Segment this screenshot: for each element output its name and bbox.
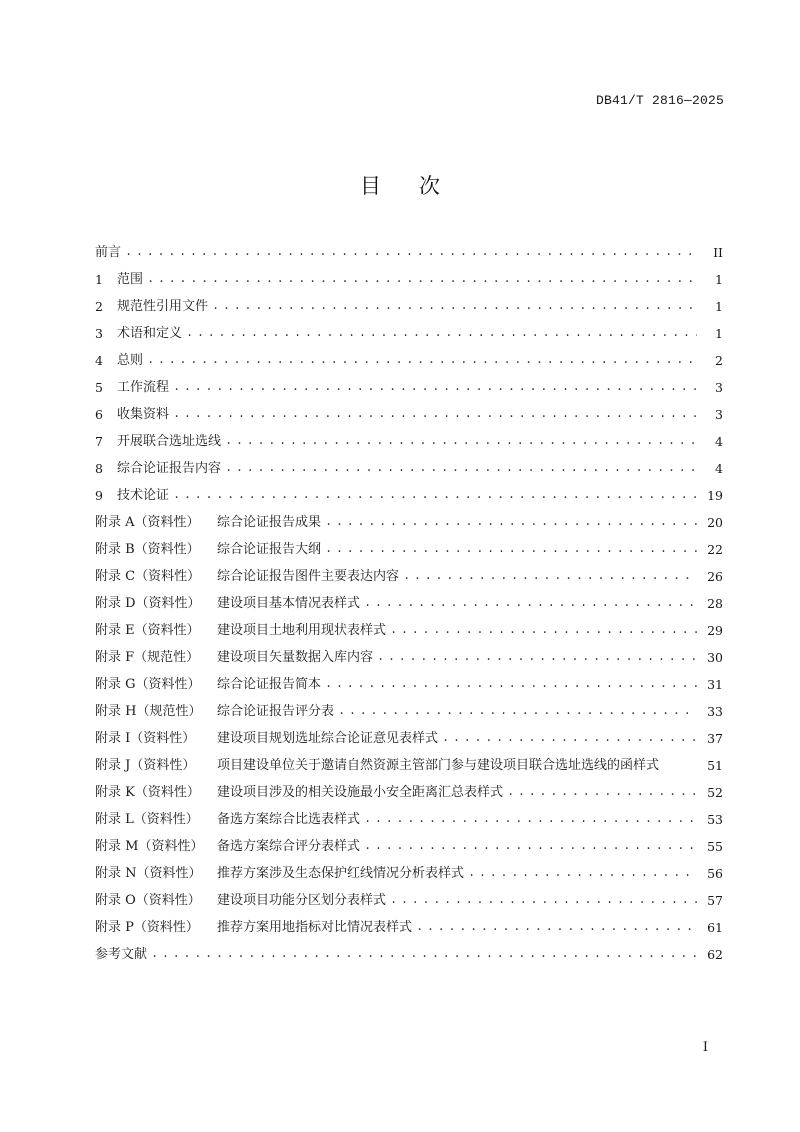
toc-entry-foreword[interactable] — [95, 239, 723, 266]
toc-entry-label: 建设项目涉及的相关设施最小安全距离汇总表样式 — [217, 785, 504, 800]
toc-entry-label: 开展联合选址选线 — [117, 434, 222, 449]
toc-entry-label: 技术论证 — [117, 488, 170, 503]
page-number: I — [702, 1040, 708, 1055]
toc-entry-label: 综合论证报告成果 — [217, 515, 322, 530]
toc-entry-page: 19 — [707, 488, 723, 503]
toc-entry-label: 术语和定义 — [117, 326, 183, 341]
toc-entry-number: 9 — [95, 488, 103, 503]
appendix-prefix: 附录 N（资料性） — [95, 866, 202, 881]
toc-entry-label: 工作流程 — [117, 380, 170, 395]
dot-leader — [338, 698, 697, 725]
toc-entry-number: 3 — [95, 326, 103, 341]
toc-entry[interactable] — [95, 482, 723, 509]
toc-appendix-entry[interactable] — [95, 806, 723, 833]
toc-entry-number: 6 — [95, 407, 103, 422]
toc-entry-label: 建设项目土地利用现状表样式 — [217, 623, 387, 638]
toc-entry-number: 2 — [95, 299, 103, 314]
toc-entry-number: 5 — [95, 380, 103, 395]
toc-appendix-entry[interactable] — [95, 833, 723, 860]
toc-entry-page: 4 — [715, 461, 723, 476]
dot-leader — [151, 941, 697, 968]
toc-entry[interactable] — [95, 293, 723, 320]
toc-appendix-entry[interactable] — [95, 590, 723, 617]
toc-entry-page: 53 — [707, 812, 723, 827]
toc-entry-number: 8 — [95, 461, 103, 476]
toc-entry-label: 备选方案综合比选表样式 — [217, 812, 361, 827]
toc-entry-page: 28 — [707, 596, 723, 611]
toc-appendix-entry[interactable] — [95, 698, 723, 725]
toc-entry-label: 规范性引用文件 — [117, 299, 209, 314]
toc-entry-label: 推荐方案用地指标对比情况表样式 — [217, 920, 413, 935]
dot-leader — [364, 833, 697, 860]
dot-leader — [377, 644, 697, 671]
toc-entry-page: 51 — [707, 758, 723, 773]
dot-leader — [173, 482, 697, 509]
toc-entry-page: 4 — [715, 434, 723, 449]
appendix-prefix: 附录 G（资料性） — [95, 677, 201, 692]
toc-entry-page: 30 — [707, 650, 723, 665]
dot-leader — [390, 617, 697, 644]
toc-entry[interactable] — [95, 401, 723, 428]
toc-entry[interactable] — [95, 347, 723, 374]
toc-entry[interactable] — [95, 428, 723, 455]
page-title — [0, 170, 800, 200]
appendix-prefix: 附录 H（规范性） — [95, 704, 202, 719]
toc-entry-label: 建设项目基本情况表样式 — [217, 596, 361, 611]
toc-entry-number: 4 — [95, 353, 103, 368]
toc-entry-label: 建设项目规划选址综合论证意见表样式 — [217, 731, 439, 746]
toc-entry[interactable] — [95, 455, 723, 482]
appendix-prefix: 附录 B（资料性） — [95, 542, 200, 557]
appendix-prefix: 附录 A（资料性） — [95, 515, 200, 530]
dot-leader — [403, 563, 697, 590]
toc-entry-label: 总则 — [117, 353, 144, 368]
dot-leader — [390, 887, 697, 914]
title-char-2: 次 — [419, 174, 440, 198]
toc-appendix-entry[interactable] — [95, 536, 723, 563]
toc-entry-page: 56 — [707, 866, 723, 881]
title-char-1: 目 — [360, 174, 381, 198]
toc-entry-page: 20 — [707, 515, 723, 530]
toc-entry-label: 范围 — [117, 272, 144, 287]
appendix-prefix: 附录 J（资料性） — [95, 758, 196, 773]
toc-entry-page: II — [713, 245, 723, 260]
appendix-prefix: 附录 K（资料性） — [95, 785, 200, 800]
toc-entry-page: 3 — [715, 407, 723, 422]
toc-appendix-entry[interactable] — [95, 779, 723, 806]
dot-leader — [225, 455, 697, 482]
toc-entry-page: 55 — [707, 839, 723, 854]
toc-entry-page: 57 — [707, 893, 723, 908]
toc-entry-page: 26 — [707, 569, 723, 584]
toc-appendix-entry[interactable] — [95, 617, 723, 644]
dot-leader — [212, 293, 697, 320]
toc-entry-label: 综合论证报告评分表 — [217, 704, 335, 719]
toc-appendix-entry[interactable] — [95, 887, 723, 914]
dot-leader — [468, 860, 697, 887]
document-code: DB41/T 2816—2025 — [595, 93, 724, 108]
toc-entry-label: 综合论证报告简本 — [217, 677, 322, 692]
dot-leader — [186, 320, 697, 347]
toc-entry-number: 1 — [95, 272, 103, 287]
toc-entry-page: 37 — [707, 731, 723, 746]
dot-leader — [416, 914, 697, 941]
dot-leader — [147, 347, 697, 374]
toc-entry-label: 综合论证报告图件主要表达内容 — [217, 569, 400, 584]
toc-appendix-entry[interactable] — [95, 644, 723, 671]
toc-entry-page: 52 — [707, 785, 723, 800]
toc-appendix-entry[interactable] — [95, 563, 723, 590]
toc-entry-page: 31 — [707, 677, 723, 692]
appendix-prefix: 附录 O（资料性） — [95, 893, 201, 908]
toc-entry-number: 7 — [95, 434, 103, 449]
toc-appendix-entry[interactable] — [95, 509, 723, 536]
toc-entry-page: 29 — [707, 623, 723, 638]
dot-leader — [364, 806, 697, 833]
dot-leader — [325, 671, 697, 698]
toc-entry-page: 2 — [715, 353, 723, 368]
dot-leader — [125, 239, 697, 266]
dot-leader — [225, 428, 697, 455]
toc-appendix-entry[interactable] — [95, 860, 723, 887]
toc-entry[interactable] — [95, 374, 723, 401]
toc-appendix-entry[interactable] — [95, 752, 723, 779]
toc-appendix-entry[interactable] — [95, 914, 723, 941]
toc-entry-page: 22 — [707, 542, 723, 557]
toc-entry-label: 项目建设单位关于邀请自然资源主管部门参与建设项目联合选址选线的函样式 — [217, 758, 660, 773]
toc-entry-label: 建设项目功能分区划分表样式 — [217, 893, 387, 908]
appendix-prefix: 附录 E（资料性） — [95, 623, 200, 638]
appendix-prefix: 附录 D（资料性） — [95, 596, 201, 611]
toc-entry-page: 1 — [715, 299, 723, 314]
toc-entry-label: 综合论证报告内容 — [117, 461, 222, 476]
toc-entry[interactable] — [95, 320, 723, 347]
dot-leader — [173, 401, 697, 428]
dot-leader — [173, 374, 697, 401]
toc-entry-page: 1 — [715, 326, 723, 341]
toc-entry-label: 建设项目矢量数据入库内容 — [217, 650, 374, 665]
table-of-contents — [95, 239, 723, 968]
dot-leader — [325, 509, 697, 536]
toc-entry-label: 收集资料 — [117, 407, 170, 422]
toc-entry-label: 综合论证报告大纲 — [217, 542, 322, 557]
appendix-prefix: 附录 C（资料性） — [95, 569, 201, 584]
dot-leader — [442, 725, 697, 752]
toc-entry-page: 33 — [707, 704, 723, 719]
toc-entry-page: 1 — [715, 272, 723, 287]
appendix-prefix: 附录 L（资料性） — [95, 812, 199, 827]
toc-entry-label: 推荐方案涉及生态保护红线情况分析表样式 — [217, 866, 465, 881]
toc-entry[interactable] — [95, 266, 723, 293]
toc-entry-page: 62 — [707, 947, 723, 962]
toc-entry-label: 备选方案综合评分表样式 — [217, 839, 361, 854]
dot-leader — [325, 536, 697, 563]
dot-leader — [364, 590, 697, 617]
toc-entry-label: 参考文献 — [95, 947, 148, 962]
appendix-prefix: 附录 M（资料性） — [95, 839, 204, 854]
appendix-prefix: 附录 F（规范性） — [95, 650, 200, 665]
toc-entry-references[interactable] — [95, 941, 723, 968]
dot-leader — [507, 779, 697, 806]
appendix-prefix: 附录 P（资料性） — [95, 920, 199, 935]
toc-entry-page: 3 — [715, 380, 723, 395]
toc-appendix-entry[interactable] — [95, 725, 723, 752]
toc-appendix-entry[interactable] — [95, 671, 723, 698]
dot-leader — [147, 266, 697, 293]
toc-entry-page: 61 — [707, 920, 723, 935]
toc-entry-label: 前言 — [95, 245, 122, 260]
appendix-prefix: 附录 I（资料性） — [95, 731, 196, 746]
